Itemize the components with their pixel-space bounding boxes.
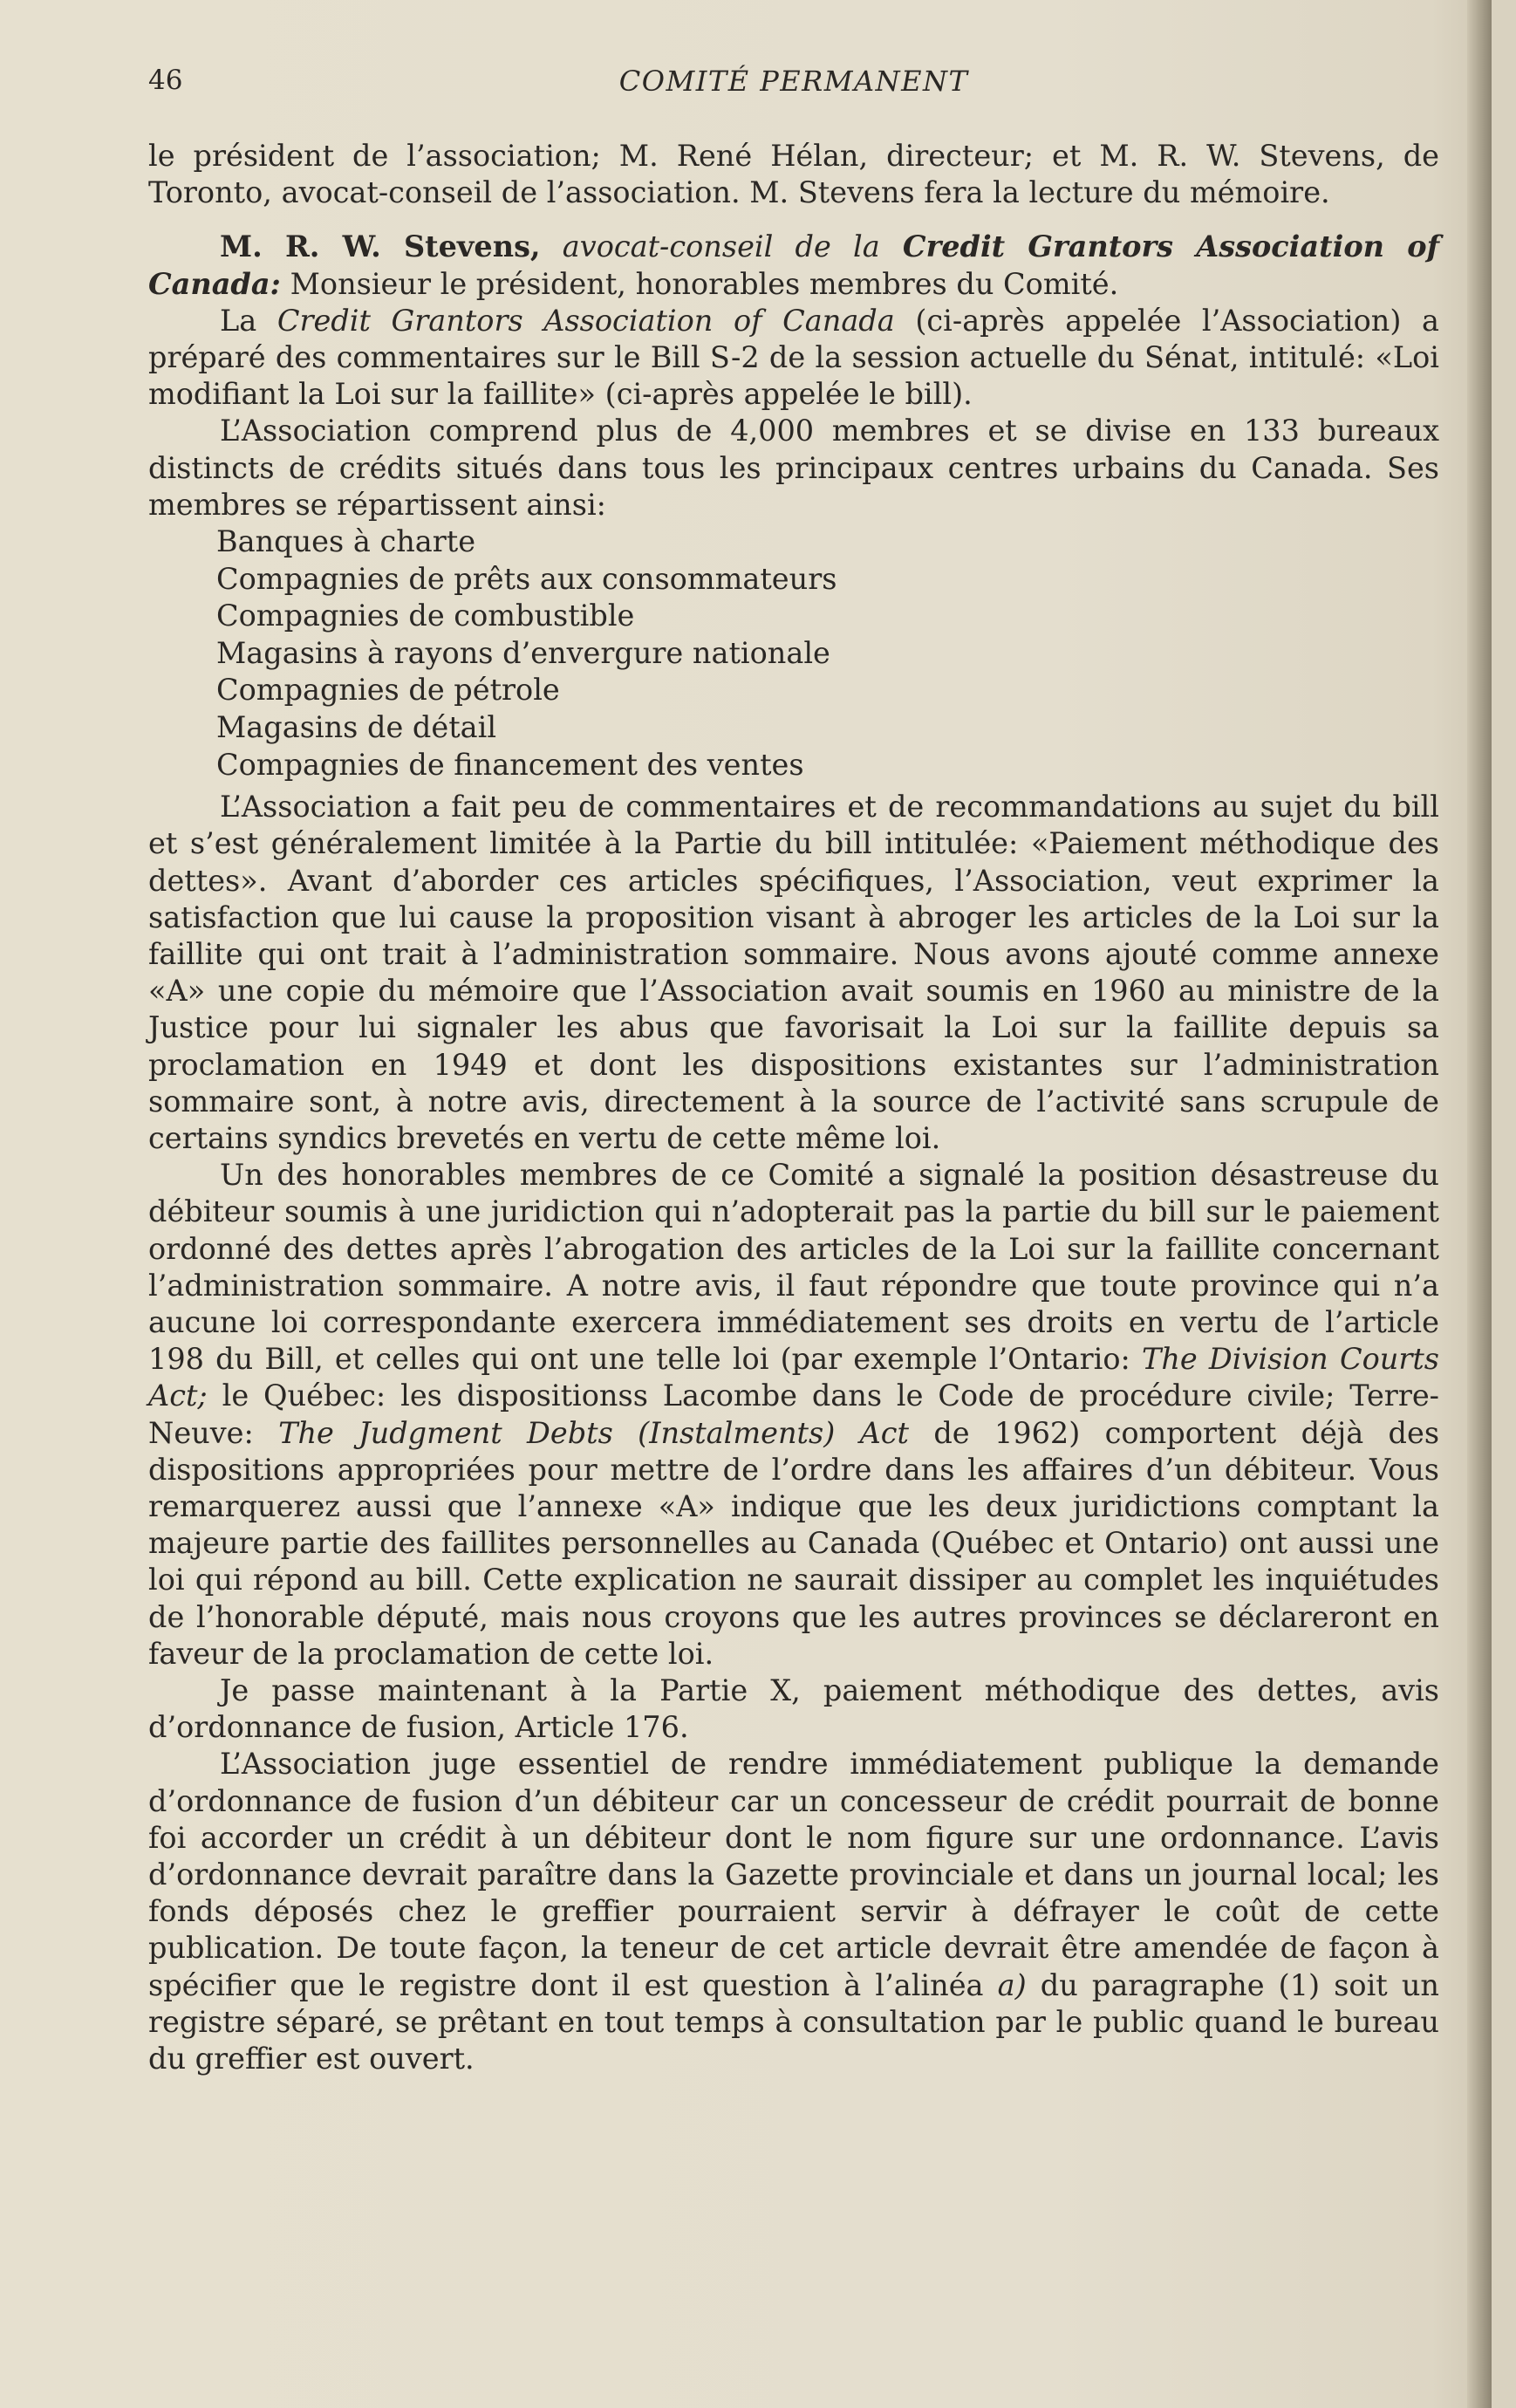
page-number: 46 [148, 65, 183, 96]
speaker-line [148, 229, 1439, 302]
speaker-name: M. R. W. Stevens, [220, 229, 541, 264]
speaker-affiliation: avocat-conseil de la [562, 229, 880, 264]
members-list [148, 523, 1439, 783]
association-title: Credit Grantors Association of Canada [277, 303, 895, 338]
list-item: Compagnies de prêts aux consommateurs [216, 561, 837, 596]
paragraph-comments: L’Association a fait peu de commentaires et de recommandations au sujet du bill et s’est généralement limitée à la Partie du bill intitulée: «Paiement méthodique des dettes». Avant d’aborder ces articles spécifiques, l’Association, veut exprimer la satisfaction que lui cause la proposition visant à abroger les articles de la Loi sur la faillite qui ont trait à l’administration sommaire. Nous avons ajouté comme annexe «A» une copie du mémoire que l’Association avait soumis en 1960 au ministre de la Justice pour lui signaler les abus que favorisait la Loi sur la faillite depuis sa proclamation en 1949 et dont les dispositions existantes sur l’administration sommaire sont, à notre avis, directement à la source de l’activité sans scrupule de certains syndics brevetés en vertu de cette même loi. [148, 790, 1439, 1156]
paragraph-members: L’Association comprend plus de 4,000 membres et se divise en 133 bureaux distincts de crédits situés dans tous les principaux centres urbains du Canada. Ses membres se répartissent ainsi: [148, 414, 1439, 522]
speaker-address: Monsieur le président, honorables membres du Comité. [290, 266, 1119, 301]
running-head: COMITÉ PERMANENT [618, 65, 969, 98]
paragraph-association: La Credit Grantors Association of Canada (ci-après appelée l’Association) a préparé des commentaires sur le Bill S-2 de la session actuelle du Sénat, intitulé: «Loi modifiant la Loi sur la faillite» (ci-après appelée le bill). [148, 303, 1439, 412]
paragraph-intro: le président de l’association; M. René Hélan, directeur; et M. R. W. Stevens, de Toronto, avocat-conseil de l’association. M. Stevens fera la lecture du mémoire. [148, 139, 1439, 210]
page-body [148, 138, 1439, 2077]
list-item: Banques à charte [216, 524, 476, 559]
paragraph-jurisdiction: Un des honorables membres de ce Comité a signalé la position désastreuse du débiteur soumis à une juridiction qui n’adopterait pas la partie du bill sur le paiement ordonné des dettes après l’abrogation des articles de la Loi sur la faillite concernant l’administration sommaire. A notre avis, il faut répondre que toute province qui n’a aucune loi correspondante exercera immédiatement ses droits en vertu de l’article 198 du Bill, et celles qui ont une telle loi (par exemple l’Ontario: The Division Courts Act; le Québec: les dispositionss Lacombe dans le Code de procédure civile; Terre-Neuve: The Judgment Debts (Instalments) Act de 1962) comportent déjà des dispositions appropriées pour mettre de l’ordre dans les affaires d’un débiteur. Vous remarquerez aussi que l’annexe «A» indique que les deux juridictions comptant la majeure partie des faillites personnelles au Canada (Québec et Ontario) ont aussi une loi qui répond au bill. Cette explication ne saurait dissiper au complet les inquiétudes de l’honorable député, mais nous croyons que les autres provinces se déclareront en faveur de la proclamation de cette loi. [148, 1158, 1440, 1671]
list-item: Compagnies de combustible [216, 599, 635, 633]
paragraph-publication: L’Association juge essentiel de rendre immédiatement publique la demande d’ordonnance de fusion d’un débiteur car un concesseur de crédit pourrait de bonne foi accorder un crédit à un débiteur dont le nom figure sur une ordonnance. L’avis d’ordonnance devrait paraître dans la Gazette provinciale et dans un journal local; les fonds déposés chez le greffier pourraient servir à défrayer le coût de cette publication. De toute façon, la teneur de cet article devrait être amendée de façon à spécifier que le registre dont il est question à l’alinéa a) du paragraphe (1) soit un registre séparé, se prêtant en tout temps à consultation par le public quand le bureau du greffier est ouvert. [148, 1747, 1439, 2076]
list-item: Compagnies de financement des ventes [216, 747, 804, 782]
act-title-division-courts: The Division Courts Act; [148, 1342, 1439, 1413]
list-item: Magasins à rayons d’envergure nationale [216, 635, 830, 670]
act-title-judgment-debts: The Judgment Debts (Instalments) Act [278, 1415, 910, 1450]
speaker-organization: Credit Grantors Association of Canada: [148, 229, 1439, 301]
list-item: Magasins de détail [216, 710, 497, 744]
paragraph-part-x: Je passe maintenant à la Partie X, paiement méthodique des dettes, avis d’ordonnance de fusion, Article 176. [148, 1673, 1439, 1745]
page-header [148, 65, 1439, 108]
list-item: Compagnies de pétrole [216, 673, 560, 708]
page-edge-shadow [1467, 0, 1492, 2408]
